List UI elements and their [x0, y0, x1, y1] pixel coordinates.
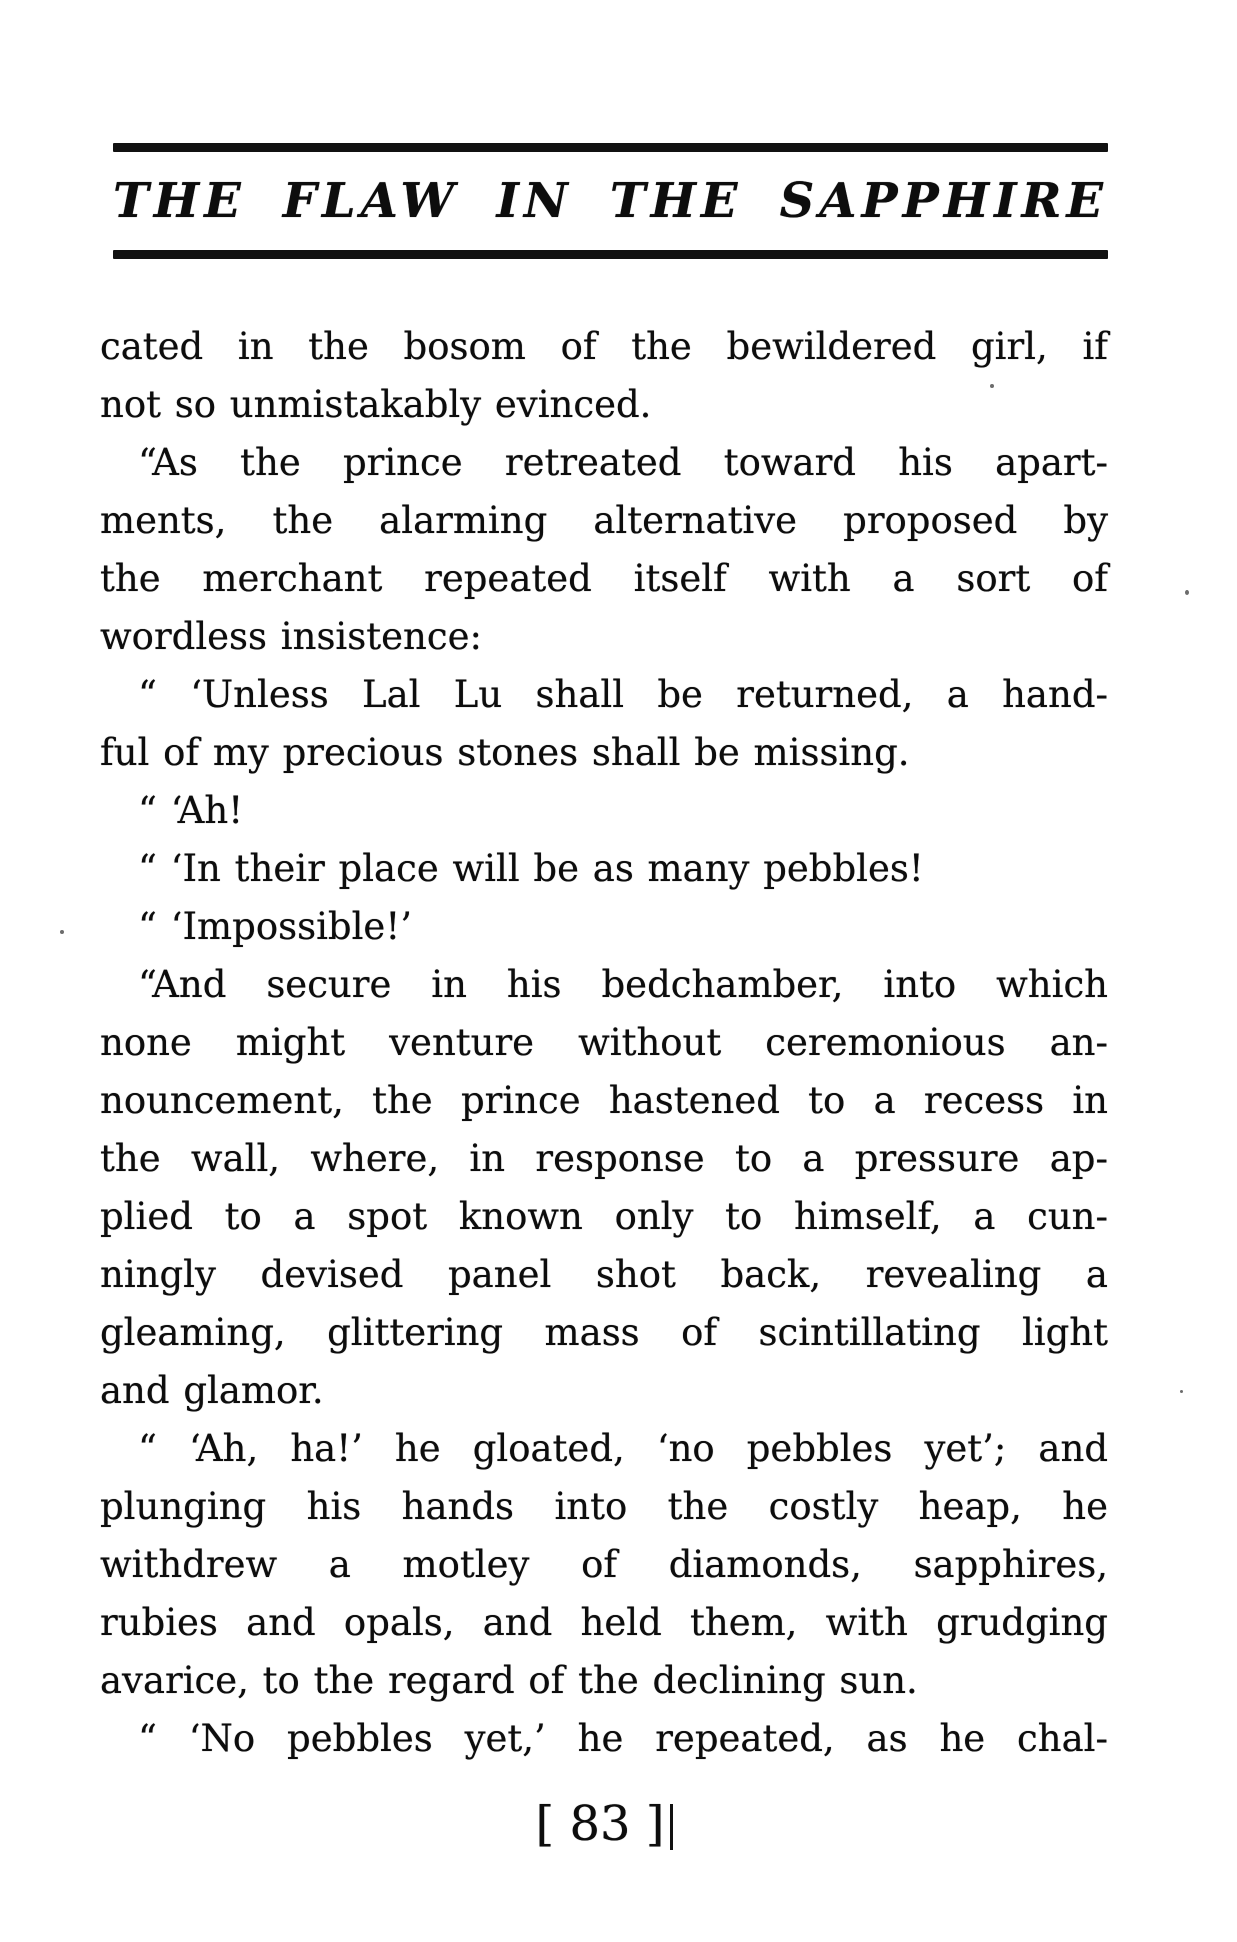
text-line: “ ‘Ah! [138, 789, 244, 832]
text-line: and glamor. [100, 1369, 324, 1412]
page-footer [100, 1794, 1108, 1854]
scan-speck [990, 384, 994, 388]
text-line: the wall, where, in response to a pressure ap- [100, 1137, 1108, 1180]
text-line: ments, the alarming alternative proposed by [100, 499, 1108, 542]
text-line: ningly devised panel shot back, revealing a [100, 1253, 1108, 1296]
text-line: none might venture without ceremonious an- [100, 1021, 1108, 1064]
text-line: “ ‘Unless Lal Lu shall be returned, a hand- [138, 673, 1108, 716]
text-line: “As the prince retreated toward his apart- [138, 441, 1108, 484]
scan-speck [1185, 590, 1189, 595]
text-line: withdrew a motley of diamonds, sapphires, [100, 1543, 1108, 1586]
text-line: not so unmistakably evinced. [100, 383, 652, 426]
text-line: avarice, to the regard of the declining sun. [100, 1659, 918, 1702]
text-line: wordless insistence: [100, 615, 482, 658]
text-line: “ ‘Ah, ha!’ he gloated, ‘no pebbles yet’; and [138, 1427, 1108, 1470]
text-line: cated in the bosom of the bewildered girl, if [100, 325, 1108, 368]
text-line: “ ‘Impossible!’ [138, 905, 412, 948]
running-head-title: THE FLAW IN THE SAPPHIRE [113, 173, 1108, 229]
text-line: “ ‘In their place will be as many pebbles! [138, 847, 924, 890]
body-text-block [100, 318, 1108, 1768]
text-line: gleaming, glittering mass of scintillating light [100, 1311, 1108, 1354]
text-line: rubies and opals, and held them, with grudging [100, 1601, 1108, 1644]
text-line: “ ‘No pebbles yet,’ he repeated, as he chal- [138, 1717, 1108, 1760]
text-line: the merchant repeated itself with a sort of [100, 557, 1108, 600]
text-line: plunging his hands into the costly heap, he [100, 1485, 1108, 1528]
scan-artifact-line [670, 1804, 673, 1850]
text-line: plied to a spot known only to himself, a cun- [100, 1195, 1108, 1238]
scan-speck [1180, 1390, 1183, 1393]
header-rule-top [113, 143, 1108, 152]
text-line: ful of my precious stones shall be missing. [100, 731, 910, 774]
page-number: [ 83 ] [535, 1796, 665, 1852]
text-line: nouncement, the prince hastened to a recess in [100, 1079, 1108, 1122]
header-rule-bottom [113, 250, 1108, 259]
text-line: “And secure in his bedchamber, into which [138, 963, 1108, 1006]
scan-speck [60, 930, 64, 934]
